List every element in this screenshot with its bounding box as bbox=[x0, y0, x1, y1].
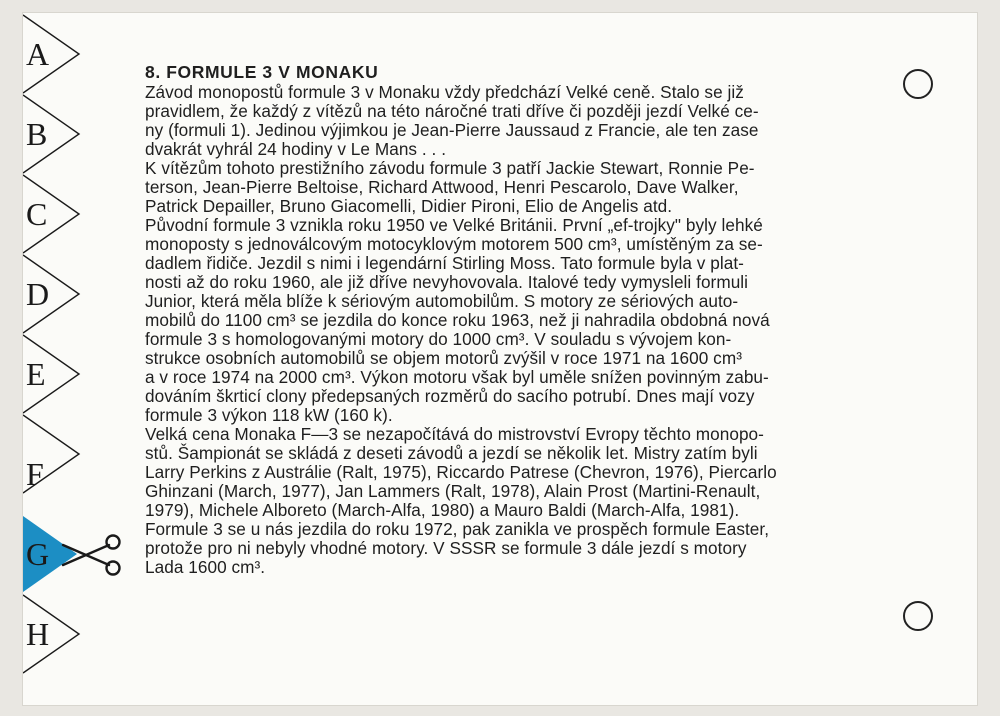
tab-chevrons bbox=[23, 13, 153, 706]
tab-letter-g[interactable]: G bbox=[26, 536, 50, 572]
tab-letter-b[interactable]: B bbox=[26, 116, 48, 152]
article-paragraph: Formule 3 se u nás jezdila do roku 1972, pak zanikla ve prospěch formule Easter, protože pro ni nebyly vhodné motory. V SSSR se formule 3 dále jezdí s motory Lada 1600 cm³. bbox=[145, 519, 770, 577]
letter-tabs bbox=[23, 13, 153, 706]
tab-letter-d[interactable]: D bbox=[26, 276, 50, 312]
tab-letter-f[interactable]: F bbox=[26, 456, 44, 492]
tab-letter-e[interactable]: E bbox=[26, 356, 46, 392]
tab-letter-c[interactable]: C bbox=[26, 196, 48, 232]
article bbox=[145, 63, 885, 577]
index-card bbox=[22, 12, 978, 706]
article-paragraph: Závod monopostů formule 3 v Monaku vždy předchází Velké ceně. Stalo se již pravidlem, že každý z vítězů na této náročné trati dříve či později jezdí Velké ce- ny (formuli 1). Jedinou výjimkou je Jean-Pierre Jaussaud z Francie, ale ten zase dvakrát vyhrál 24 hodiny v Le Mans . . . bbox=[145, 82, 759, 159]
punch-hole-top bbox=[903, 69, 933, 99]
punch-hole-bottom bbox=[903, 601, 933, 631]
article-paragraph: Původní formule 3 vznikla roku 1950 ve Velké Británii. První „ef-trojky" byly lehké monoposty s jednoválcovým motocyklovým motorem 500 cm³, umístěným za se- dadlem řidiče. Jezdil s nimi i legendární Stirling Moss. Tato formule byla v plat- nosti až do roku 1960, ale již dříve nevyhovovala. Italové tedy vymysleli formuli Junior, která měla blíže k sériovým automobilům. S motory ze sériových auto- mobilů do 1100 cm³ se jezdila do konce roku 1963, než ji nahradila obdobná nová formule 3 s homologovanými motory do 1000 cm³. V souladu s vývojem kon- strukce osobních automobilů se objem motorů zvýšil v roce 1971 na 1600 cm³ a v roce 1974 na 2000 cm³. Výkon motoru však byl uměle snížen povinným zabu- dováním škrticí clony předepsaných rozměrů do sacího potrubí. Dnes mají vozy formule 3 výkon 118 kW (160 k). bbox=[145, 215, 770, 425]
article-title: 8. FORMULE 3 V MONAKU bbox=[145, 62, 379, 82]
tab-letter-a[interactable]: A bbox=[26, 36, 50, 72]
article-paragraph: Velká cena Monaka F—3 se nezapočítává do mistrovství Evropy těchto monopo- stů. Šampionát se skládá z deseti závodů a jezdí se několik let. Mistry zatím byli Larry Perkins z Austrálie (Ralt, 1975), Riccardo Patrese (Chevron, 1976), Piercarlo Ghinzani (March, 1977), Jan Lammers (Ralt, 1978), Alain Prost (Martini-Renault, 1979), Michele Alboreto (March-Alfa, 1980) a Mauro Baldi (March-Alfa, 1981). bbox=[145, 424, 777, 520]
article-paragraph: K vítězům tohoto prestižního závodu formule 3 patří Jackie Stewart, Ronnie Pe- terson, Jean-Pierre Beltoise, Richard Attwood, Henri Pescarolo, Dave Walker, Patrick Depailler, Bruno Giacomelli, Didier Pironi, Elio de Angelis atd. bbox=[145, 158, 755, 216]
tab-letter-h[interactable]: H bbox=[26, 616, 50, 652]
